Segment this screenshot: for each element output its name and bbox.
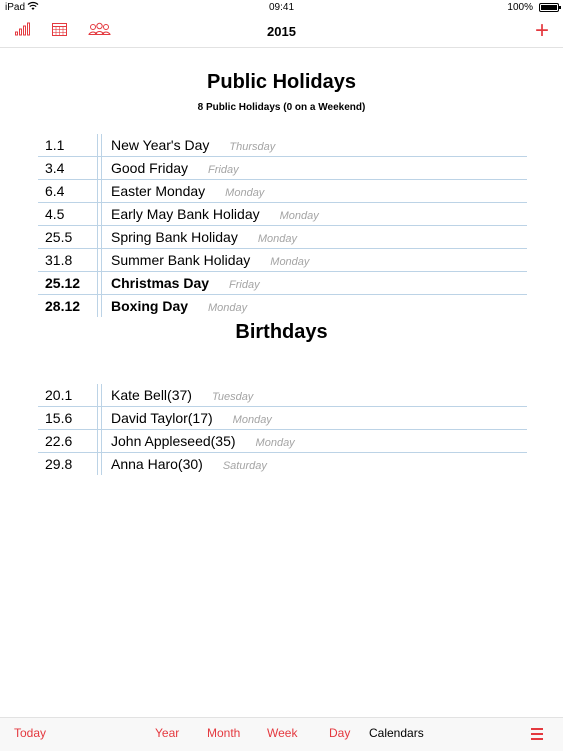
holiday-date: 25.12 <box>45 275 81 291</box>
holiday-name: Boxing Day <box>111 298 189 314</box>
birthdays-title: Birthdays <box>235 321 328 343</box>
holidays-table <box>38 134 527 317</box>
holiday-name: Early May Bank Holiday <box>111 206 260 222</box>
today-button[interactable]: Today <box>14 726 47 740</box>
navigation-bar <box>0 16 563 48</box>
holiday-date: 28.12 <box>45 298 81 314</box>
holidays-title: Public Holidays <box>207 71 356 93</box>
holiday-row[interactable] <box>38 157 527 180</box>
holiday-row[interactable] <box>38 180 527 203</box>
tab-month[interactable]: Month <box>207 726 241 740</box>
holiday-weekday: Monday <box>257 233 297 245</box>
holiday-name: Christmas Day <box>111 275 210 291</box>
holiday-weekday: Monday <box>279 210 319 222</box>
add-button[interactable]: + <box>534 17 549 44</box>
holiday-date: 31.8 <box>45 252 73 268</box>
birthday-date: 29.8 <box>45 456 73 472</box>
page-title: 2015 <box>267 24 296 39</box>
holiday-name: New Year's Day <box>111 137 210 153</box>
birthday-row[interactable] <box>38 384 527 407</box>
birthday-weekday: Saturday <box>222 460 267 472</box>
birthday-row[interactable] <box>38 453 527 475</box>
holiday-date: 4.5 <box>45 206 65 222</box>
holiday-date: 1.1 <box>45 137 65 153</box>
birthday-date: 20.1 <box>45 387 73 403</box>
tab-year[interactable]: Year <box>155 726 180 740</box>
holiday-row[interactable] <box>38 295 527 317</box>
bottom-toolbar <box>0 717 563 751</box>
holiday-name: Summer Bank Holiday <box>111 252 251 268</box>
birthday-weekday: Tuesday <box>211 391 254 403</box>
birthday-weekday: Monday <box>232 414 272 426</box>
birthday-name: Kate Bell(37) <box>111 387 192 403</box>
holiday-date: 3.4 <box>45 160 65 176</box>
holiday-row[interactable] <box>38 134 527 157</box>
holiday-weekday: Friday <box>229 279 260 291</box>
holiday-name: Spring Bank Holiday <box>111 229 238 245</box>
holiday-weekday: Monday <box>208 302 248 314</box>
holidays-subtitle: 8 Public Holidays (0 on a Weekend) <box>197 102 366 113</box>
birthday-name: John Appleseed(35) <box>111 433 236 449</box>
birthday-name: David Taylor(17) <box>111 410 213 426</box>
holiday-row[interactable] <box>38 272 527 295</box>
birthday-date: 15.6 <box>45 410 73 426</box>
holiday-name: Easter Monday <box>111 183 206 199</box>
birthday-weekday: Monday <box>255 437 295 449</box>
clock: 09:41 <box>268 2 295 13</box>
device-label: iPad <box>5 2 26 13</box>
holiday-row[interactable] <box>38 203 527 226</box>
holiday-row[interactable] <box>38 249 527 272</box>
tab-day[interactable]: Day <box>329 726 351 740</box>
tab-calendars[interactable]: Calendars <box>369 726 424 740</box>
birthday-row[interactable] <box>38 407 527 430</box>
holiday-date: 25.5 <box>45 229 73 245</box>
holiday-row[interactable] <box>38 226 527 249</box>
birthday-name: Anna Haro(30) <box>111 456 203 472</box>
holiday-name: Good Friday <box>111 160 189 176</box>
holiday-weekday: Friday <box>208 164 239 176</box>
holiday-weekday: Monday <box>225 187 265 199</box>
battery-icon <box>539 3 559 12</box>
battery-percent: 100% <box>507 2 533 13</box>
menu-icon[interactable] <box>531 728 543 743</box>
birthdays-table <box>38 384 527 475</box>
tab-week[interactable]: Week <box>267 726 298 740</box>
holiday-date: 6.4 <box>45 183 65 199</box>
birthday-date: 22.6 <box>45 433 73 449</box>
holiday-weekday: Thursday <box>229 141 276 153</box>
holiday-weekday: Monday <box>270 256 310 268</box>
status-bar <box>0 0 563 16</box>
birthday-row[interactable] <box>38 430 527 453</box>
